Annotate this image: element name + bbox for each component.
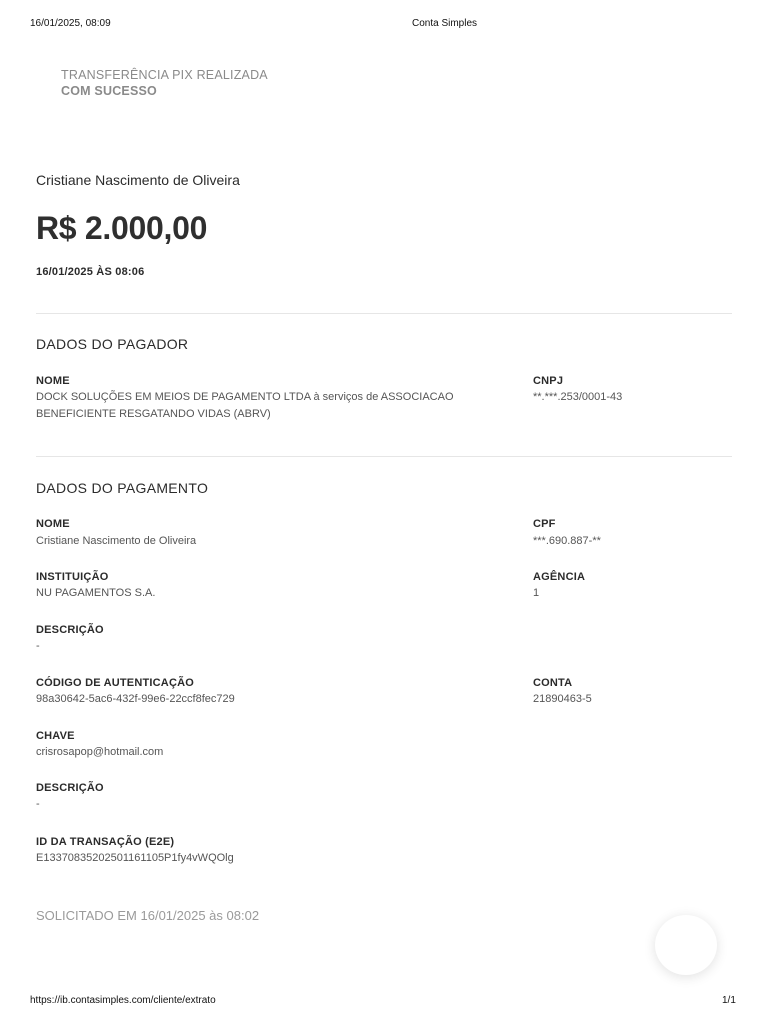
print-datetime: 16/01/2025, 08:09 — [30, 18, 111, 29]
print-page-number: 1/1 — [722, 995, 736, 1006]
agency-label: AGÊNCIA — [533, 571, 586, 583]
institution-label: INSTITUIÇÃO — [36, 571, 109, 583]
payment-name-label: NOME — [36, 518, 70, 530]
payer-name-label: NOME — [36, 375, 70, 387]
payment-cpf-value: ***.690.887-** — [533, 535, 601, 547]
auth-code-value: 98a30642-5ac6-432f-99e6-22ccf8fec729 — [36, 693, 235, 705]
e2e-id-label: ID DA TRANSAÇÃO (E2E) — [36, 836, 175, 848]
payer-cnpj-label: CNPJ — [533, 375, 564, 387]
divider — [36, 456, 732, 457]
e2e-id-value: E13370835202501161105P1fy4vWQOlg — [36, 852, 234, 864]
payer-name-value — [36, 389, 454, 423]
transfer-amount: R$ 2.000,00 — [36, 210, 208, 246]
description-label: DESCRIÇÃO — [36, 624, 104, 636]
agency-value: 1 — [533, 587, 540, 599]
auth-code-label: CÓDIGO DE AUTENTICAÇÃO — [36, 677, 194, 689]
payment-section-title: DADOS DO PAGAMENTO — [36, 480, 209, 496]
payer-section-title: DADOS DO PAGADOR — [36, 336, 189, 352]
description-value: - — [36, 640, 40, 652]
payment-cpf-label: CPF — [533, 518, 556, 530]
account-value: 21890463-5 — [533, 693, 592, 705]
description-2-label: DESCRIÇÃO — [36, 782, 104, 794]
pix-key-label: CHAVE — [36, 730, 75, 742]
pix-key-value: crisrosapop@hotmail.com — [36, 746, 164, 758]
print-title: Conta Simples — [412, 18, 478, 29]
status-title: TRANSFERÊNCIA PIX REALIZADA — [61, 68, 268, 82]
divider — [36, 313, 732, 314]
payment-name-value: Cristiane Nascimento de Oliveira — [36, 535, 197, 547]
floating-action-button[interactable] — [655, 915, 717, 975]
description-2-value: - — [36, 798, 40, 810]
requested-at-note: SOLICITADO EM 16/01/2025 às 08:02 — [36, 908, 260, 923]
payer-cnpj-value: **.***.253/0001-43 — [533, 391, 623, 403]
account-label: CONTA — [533, 677, 573, 689]
recipient-name: Cristiane Nascimento de Oliveira — [36, 172, 240, 188]
payer-name-line1: DOCK SOLUÇÕES EM MEIOS DE PAGAMENTO LTDA à serviços de ASSOCIACAO — [36, 391, 454, 403]
print-url: https://ib.contasimples.com/cliente/extrato — [30, 995, 216, 1006]
payer-name-line2: BENEFICIENTE RESGATANDO VIDAS (ABRV) — [36, 408, 271, 420]
transfer-datetime: 16/01/2025 ÀS 08:06 — [36, 266, 145, 278]
institution-value: NU PAGAMENTOS S.A. — [36, 587, 156, 599]
status-subtitle: COM SUCESSO — [61, 84, 157, 98]
